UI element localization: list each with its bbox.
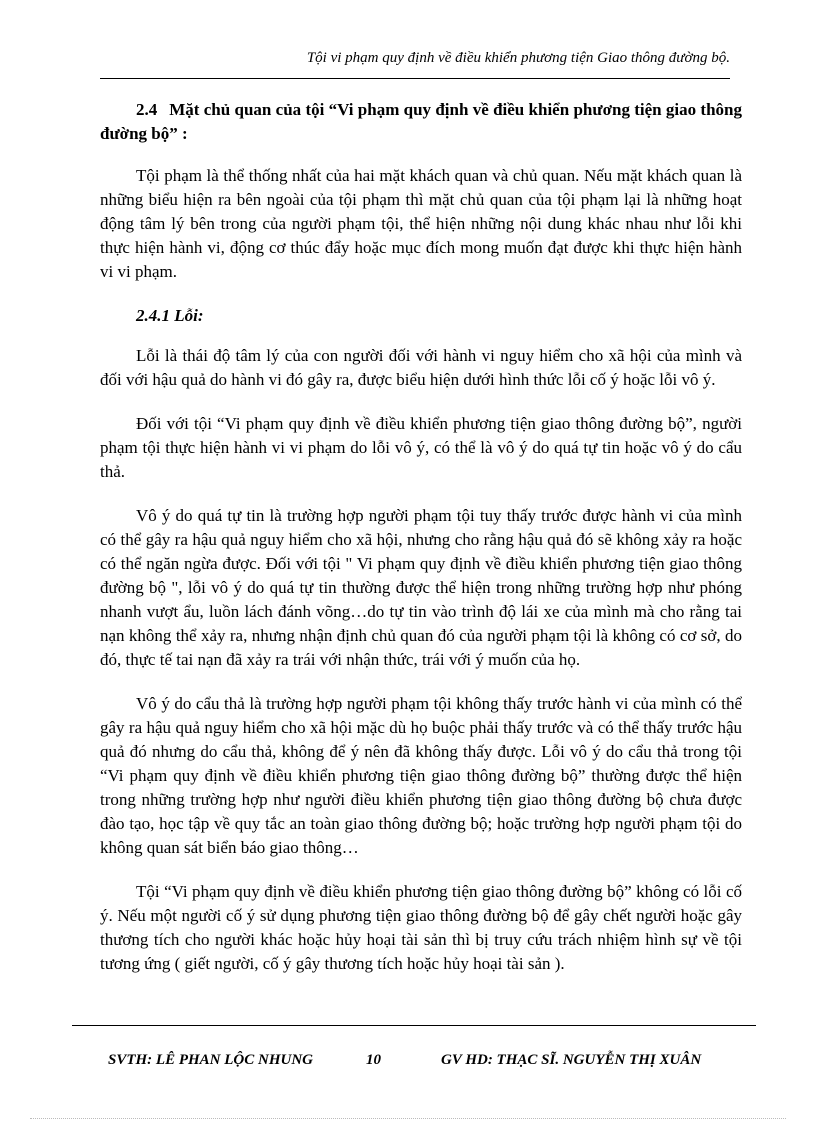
footer-advisor: GV HD: THẠC SĨ. NGUYỄN THỊ XUÂN <box>441 1052 702 1068</box>
running-header: Tội vi phạm quy định về điều khiển phương tiện Giao thông đường bộ. <box>306 50 730 66</box>
footer-rule <box>72 1025 756 1026</box>
subsection-heading: 2.4.1 Lỗi: <box>136 306 204 325</box>
paragraph-negligence: Vô ý do cẩu thả là trường hợp người phạm tội không thấy trước hành vi của mình có thể gây ra hậu quả nguy hiểm cho xã hội mặc dù họ buộc phải thấy trước và có thể thấy trước hậu quả đó nhưng do cẩu thả, không để ý nên đã không thấy được. Lỗi vô ý do cẩu thả trong tội “Vi phạm quy định về điều khiển phương tiện giao thông đường bộ” thường được thể hiện trong những trường hợp như người điều khiển phương tiện giao thông đường bộ chưa được đào tạo, học tập về quy tắc an toàn giao thông đường bộ; hoặc trường hợp người phạm tội do không quan sát biển báo giao thông… <box>100 694 742 857</box>
page-number: 10 <box>366 1052 381 1068</box>
page-content <box>100 98 742 996</box>
page-edge-dots <box>30 1118 786 1119</box>
footer-student: SVTH: LÊ PHAN LỘC NHUNG <box>108 1052 314 1068</box>
header-rule <box>100 78 730 79</box>
section-heading <box>100 98 742 146</box>
paragraph-overconfidence: Vô ý do quá tự tin là trường hợp người phạm tội tuy thấy trước được hành vi của mình có thể gây ra hậu quả nguy hiểm cho xã hội, nhưng cho rằng hậu quả đó sẽ không xảy ra hoặc có thể ngăn ngừa được. Đối với tội " Vi phạm quy định về điều khiển phương tiện giao thông đường bộ ", lỗi vô ý do quá tự tin thường được thể hiện trong những trường hợp như phóng nhanh vượt ẩu, luồn lách đánh võng…do tự tin vào trình độ lái xe của mình mà cho rằng tai nạn không thể xảy ra, nhưng nhận định chủ quan đó của người phạm tội là không có cơ sở, do đó, thực tế tai nạn đã xảy ra trái với nhận thức, trái với ý muốn của họ. <box>100 506 742 669</box>
paragraph-definition: Lỗi là thái độ tâm lý của con người đối với hành vi nguy hiểm cho xã hội của mình và đối với hậu quả do hành vi đó gây ra, được biểu hiện dưới hình thức lỗi cố ý hoặc lỗi vô ý. <box>100 346 742 389</box>
paragraph-no-intent: Tội “Vi phạm quy định về điều khiển phương tiện giao thông đường bộ” không có lỗi cố ý. Nếu một người cố ý sử dụng phương tiện giao thông đường bộ để gây chết người hoặc gây thương tích cho người khác hoặc hủy hoại tài sản thì bị truy cứu trách nhiệm hình sự về tội tương ứng ( giết người, cố ý gây thương tích hoặc hủy hoại tài sản ). <box>100 882 742 973</box>
section-title: Mặt chủ quan của tội “Vi phạm quy định về điều khiển phương tiện giao thông đường bộ” : <box>100 100 742 143</box>
section-number: 2.4 <box>136 100 158 119</box>
paragraph-intro: Tội phạm là thể thống nhất của hai mặt khách quan và chủ quan. Nếu mặt khách quan là những biểu hiện ra bên ngoài của tội phạm thì mặt chủ quan của tội phạm lại là những hoạt động tâm lý bên trong của người phạm tội, thể hiện những nội dung khác nhau như lỗi khi thực hiện hành vi, động cơ thúc đẩy hoặc mục đích mong muốn đạt được khi thực hiện hành vi vi phạm. <box>100 166 742 281</box>
paragraph-fault-types: Đối với tội “Vi phạm quy định về điều khiển phương tiện giao thông đường bộ”, người phạm tội thực hiện hành vi vi phạm do lỗi vô ý, có thể là vô ý do quá tự tin hoặc vô ý do cẩu thả. <box>100 414 742 481</box>
